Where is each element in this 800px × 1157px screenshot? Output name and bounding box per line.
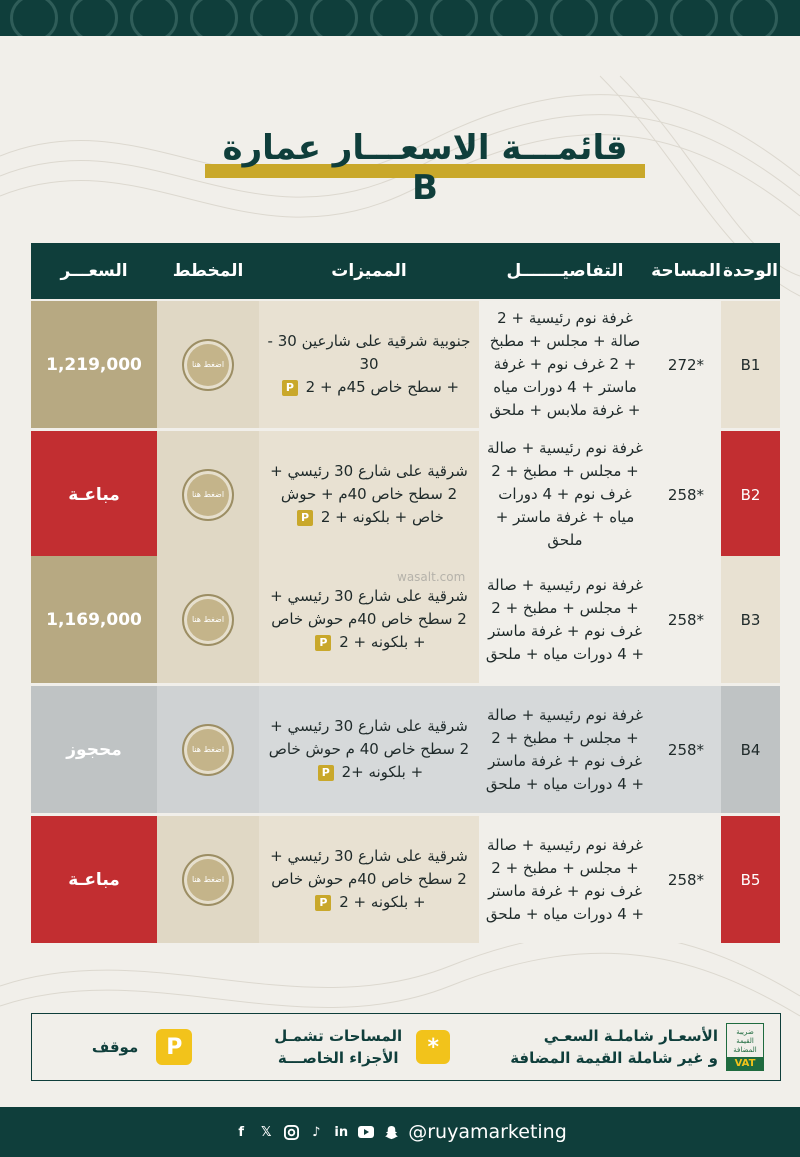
details-cell: غرفة نوم رئيسية + صالة + مجلس + مطبخ + 2 غرف نوم + غرفة ماستر + 4 دورات مياه + ملحق — [479, 556, 651, 683]
vat-logo-text: ضريبة القيمة المضافة — [733, 1028, 757, 1054]
plan-cell — [157, 686, 259, 813]
plan-cell — [157, 556, 259, 683]
snapchat-icon[interactable] — [383, 1124, 399, 1140]
plan-button[interactable]: اضغط هنا — [182, 339, 234, 391]
tiktok-icon[interactable]: ♪ — [312, 1124, 321, 1140]
parking-badge: P — [315, 895, 331, 911]
details-cell: غرفة نوم رئيسية + صالة + مجلس + مطبخ + 2 غرف نوم + غرفة ماستر + 4 دورات مياه + ملحق — [479, 686, 651, 813]
plan-button[interactable]: اضغط هنا — [182, 854, 234, 906]
vat-line-2: و غير شاملة القيمة المضافة — [510, 1049, 718, 1067]
features-text-2: + سطح خاص 45م + 2 — [305, 378, 460, 396]
features-text: جنوبية شرقية على شارعين 30 - 30 — [267, 332, 471, 373]
plan-cell — [157, 816, 259, 943]
vat-logo — [726, 1023, 764, 1071]
footer-bar — [0, 1107, 800, 1157]
parking-label: موقف — [91, 1038, 139, 1056]
table-row — [31, 816, 780, 943]
unit-cell: B5 — [721, 816, 780, 943]
vat-note — [510, 1025, 718, 1069]
features-text: شرقية على شارع 30 رئيسي + 2 سطح خاص 40 م حوش خاص + بلكونه +2 — [268, 717, 470, 781]
price-cell: 1,169,000 — [31, 556, 157, 683]
area-cell: 258* — [651, 431, 721, 558]
legend-box — [31, 1013, 781, 1081]
header-price: السعـــر — [60, 261, 128, 281]
footer-handle[interactable]: @ruyamarketing — [408, 1121, 567, 1143]
features-text: شرقية على شارع 30 رئيسي + 2 سطح خاص 40م + حوش خاص + بلكونه + 2 — [270, 462, 468, 526]
parking-badge: P — [282, 380, 298, 396]
unit-cell: B3 — [721, 556, 780, 683]
header-features: المميزات — [331, 261, 407, 281]
top-pattern-band — [0, 0, 800, 36]
details-cell: غرفة نوم رئيسية + 2 صالة + مجلس + مطبخ + 2 غرف نوم + غرفة ماستر + 4 دورات مياه + غرفة ملابس + ملحق — [479, 301, 651, 428]
parking-badge: P — [318, 765, 334, 781]
table-row — [31, 431, 780, 558]
table-row — [31, 301, 780, 428]
vat-line-1: الأسعـار شاملـة السعـي — [543, 1027, 718, 1045]
parking-icon: P — [156, 1029, 192, 1065]
header-unit: الوحدة — [723, 261, 778, 281]
plan-cell — [157, 301, 259, 428]
plan-button[interactable]: اضغط هنا — [182, 724, 234, 776]
area-note — [274, 1025, 402, 1069]
plan-cell — [157, 431, 259, 558]
header-plan: المخطط — [172, 261, 244, 281]
x-icon[interactable]: 𝕏 — [260, 1124, 272, 1140]
youtube-icon[interactable] — [358, 1124, 374, 1140]
facebook-icon[interactable]: f — [238, 1124, 245, 1140]
area-cell: 258* — [651, 686, 721, 813]
page-title-block — [205, 128, 645, 208]
plan-button[interactable]: اضغط هنا — [182, 594, 234, 646]
parking-badge: P — [315, 635, 331, 651]
details-cell: غرفة نوم رئيسية + صالة + مجلس + مطبخ + 2 غرف نوم + غرفة ماستر + 4 دورات مياه + ملحق — [479, 816, 651, 943]
features-text: شرقية على شارع 30 رئيسي + 2 سطح خاص 40م حوش خاص + بلكونه + 2 — [270, 587, 468, 651]
asterisk-icon: * — [416, 1030, 450, 1064]
table-header — [31, 243, 780, 299]
linkedin-icon[interactable]: in — [334, 1124, 349, 1140]
area-line-1: المساحات تشمـل — [274, 1027, 403, 1045]
features-cell — [259, 301, 479, 428]
area-line-2: الأجزاء الخاصـــة — [277, 1049, 399, 1067]
table-row — [31, 686, 780, 813]
unit-cell: B1 — [721, 301, 780, 428]
features-cell — [259, 686, 479, 813]
details-cell: غرفة نوم رئيسية + صالة + مجلس + مطبخ + 2 غرف نوم + 4 دورات مياه + غرفة ماستر + ملحق — [479, 431, 651, 558]
price-cell: مباعـة — [31, 816, 157, 943]
instagram-icon[interactable] — [283, 1124, 299, 1140]
features-cell — [259, 816, 479, 943]
features-cell — [259, 431, 479, 558]
unit-cell: B4 — [721, 686, 780, 813]
area-cell: 272* — [651, 301, 721, 428]
watermark: wasalt.com — [397, 570, 466, 584]
header-area: المساحة — [651, 261, 721, 281]
price-cell: مباعـة — [31, 431, 157, 558]
header-details: التفاصيـــــــل — [506, 261, 624, 281]
plan-button[interactable]: اضغط هنا — [182, 469, 234, 521]
area-cell: 258* — [651, 816, 721, 943]
area-cell: 258* — [651, 556, 721, 683]
price-cell: محجوز — [31, 686, 157, 813]
page-title: قائمـــة الاسعـــار عمارة B — [222, 128, 628, 208]
vat-logo-tag: VAT — [727, 1057, 763, 1070]
price-cell: 1,219,000 — [31, 301, 157, 428]
parking-badge: P — [297, 510, 313, 526]
features-text: شرقية على شارع 30 رئيسي + 2 سطح خاص 40م حوش خاص + بلكونه + 2 — [270, 847, 468, 911]
unit-cell: B2 — [721, 431, 780, 558]
